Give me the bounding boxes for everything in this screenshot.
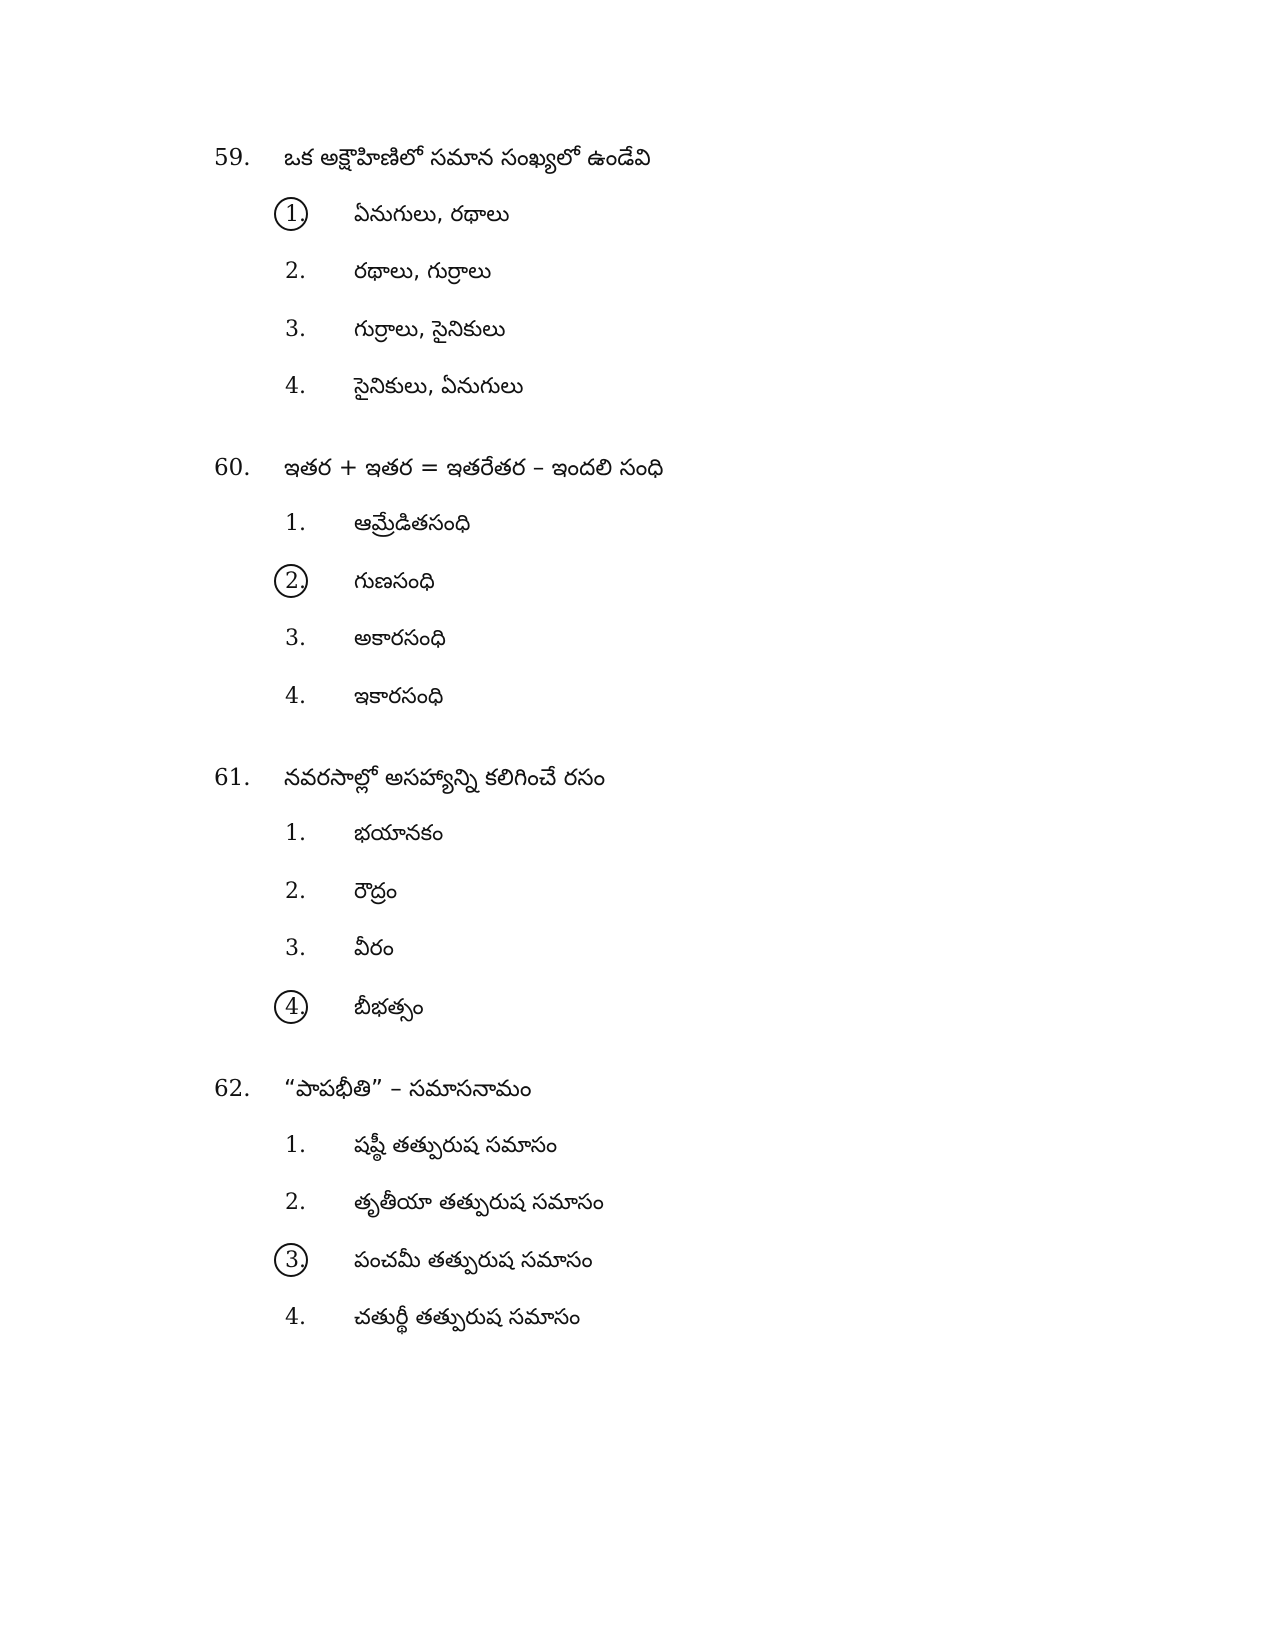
option-number: 4. [285,374,306,399]
option-text: గుణసంధి [354,569,435,594]
option-number-circled: 1. [285,200,315,230]
option-number: 3. [285,626,306,651]
option-number: 3. [285,936,306,961]
option-text: రథాలు, గుర్రాలు [354,259,492,284]
option-text: పంచమీ తత్పురుష సమాసం [354,1248,593,1273]
option-text: చతుర్థీ తత్పురుష సమాసం [354,1305,581,1330]
question-number: 59. [214,145,251,171]
option-number-circled: 2. [285,567,315,597]
question-text: ఒక అక్షౌహిణిలో సమాన సంఖ్యలో ఉండేవి [284,145,651,171]
option-number: 4. [285,684,306,709]
option-number: 2. [285,879,306,904]
option-text: సైనికులు, ఏనుగులు [354,374,524,399]
option-number: 3. [285,317,306,342]
question-number: 61. [214,765,251,791]
option-number: 2. [285,1190,306,1215]
option-text: ఇకారసంధి [354,684,444,709]
option-number: 4. [285,1305,306,1330]
option-text: తృతీయా తత్పురుష సమాసం [354,1190,604,1215]
option-text: అకారసంధి [354,626,446,651]
option-text: ఆమ్రేడితసంధి [354,511,471,536]
option-number: 1. [285,1133,306,1158]
question-number: 60. [214,455,251,481]
option-number-circled: 3. [285,1246,315,1276]
option-text: బీభత్సం [354,995,424,1020]
question-text: ఇతర + ఇతర = ఇతరేతర – ఇందలి సంధి [284,455,664,481]
option-text: షష్ఠీ తత్పురుష సమాసం [354,1133,558,1158]
option-text: రౌద్రం [354,879,398,904]
option-text: ఏనుగులు, రథాలు [354,202,510,227]
question-text: నవరసాల్లో అసహ్యాన్ని కలిగించే రసం [284,765,606,791]
question-number: 62. [214,1076,251,1102]
question-text: “పాపభీతి” – సమాసనామం [284,1076,532,1102]
option-number: 1. [285,821,306,846]
option-text: గుర్రాలు, సైనికులు [354,317,506,342]
option-text: వీరం [354,936,394,961]
option-number: 2. [285,259,306,284]
option-text: భయానకం [354,821,444,846]
option-number-circled: 4. [285,993,315,1023]
option-number: 1. [285,511,306,536]
